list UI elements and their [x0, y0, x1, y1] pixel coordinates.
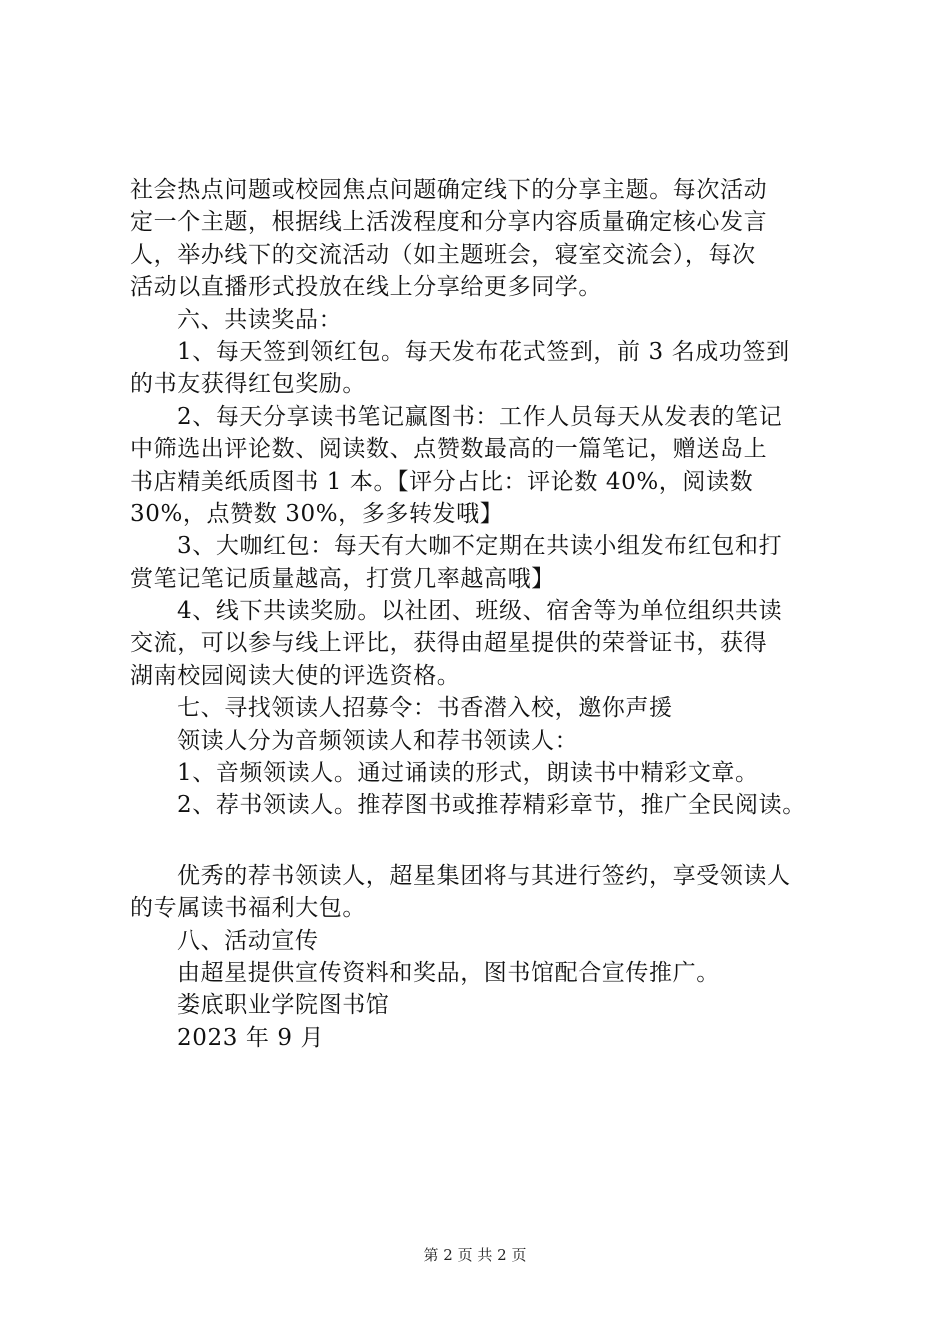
text-line: 中筛选出评论数、阅读数、点赞数最高的一篇笔记，赠送岛上 [130, 436, 768, 463]
text-line: 交流，可以参与线上评比，获得由超星提供的荣誉证书，获得 [130, 630, 768, 657]
text-line: 娄底职业学院图书馆 [177, 992, 390, 1019]
text-line: 的书友获得红包奖励。 [130, 371, 366, 398]
text-line: 4、线下共读奖励。以社团、班级、宿舍等为单位组织共读 [177, 598, 783, 625]
text-line: 活动以直播形式投放在线上分享给更多同学。 [130, 274, 602, 301]
document-body [130, 174, 850, 1054]
text-line: 七、寻找领读人招募令：书香潜入校，邀你声援 [177, 695, 673, 722]
text-line: 湖南校园阅读大使的评选资格。 [130, 662, 461, 689]
text-line: 领读人分为音频领读人和荐书领读人： [177, 727, 579, 754]
text-line: 社会热点问题或校园焦点问题确定线下的分享主题。每次活动 [130, 177, 768, 203]
text-line: 3、大咖红包：每天有大咖不定期在共读小组发布红包和打 [177, 533, 783, 560]
blank-line [130, 822, 850, 860]
text-line: 1、音频领读人。通过诵读的形式，朗读书中精彩文章。 [177, 760, 759, 787]
page-footer: 第 2 页 共 2 页 [423, 1246, 527, 1264]
text-line: 书店精美纸质图书 1 本。【评分占比：评论数 40%，阅读数 [130, 468, 754, 495]
text-line: 定一个主题，根据线上活泼程度和分享内容质量确定核心发言 [130, 209, 768, 236]
text-line: 人，举办线下的交流活动（如主题班会，寝室交流会），每次 [130, 241, 756, 268]
text-line: 2、每天分享读书笔记赢图书：工作人员每天从发表的笔记 [177, 403, 783, 430]
text-line: 30%，点赞数 30%，多多转发哦】 [130, 500, 504, 527]
text-line: 八、活动宣传 [177, 927, 319, 954]
text-line: 2023 年 9 月 [177, 1024, 325, 1051]
text-line: 的专属读书福利大包。 [130, 895, 366, 922]
text-line: 2、荐书领读人。推荐图书或推荐精彩章节，推广全民阅读。 [177, 792, 806, 819]
text-line: 1、每天签到领红包。每天发布花式签到，前 3 名成功签到 [177, 338, 790, 365]
text-line: 优秀的荐书领读人，超星集团将与其进行签约，享受领读人 [177, 862, 791, 889]
text-line: 由超星提供宣传资料和奖品，图书馆配合宣传推广。 [177, 959, 720, 986]
text-line: 六、共读奖品： [177, 306, 343, 333]
text-line: 赏笔记笔记质量越高，打赏几率越高哦】 [130, 565, 555, 592]
